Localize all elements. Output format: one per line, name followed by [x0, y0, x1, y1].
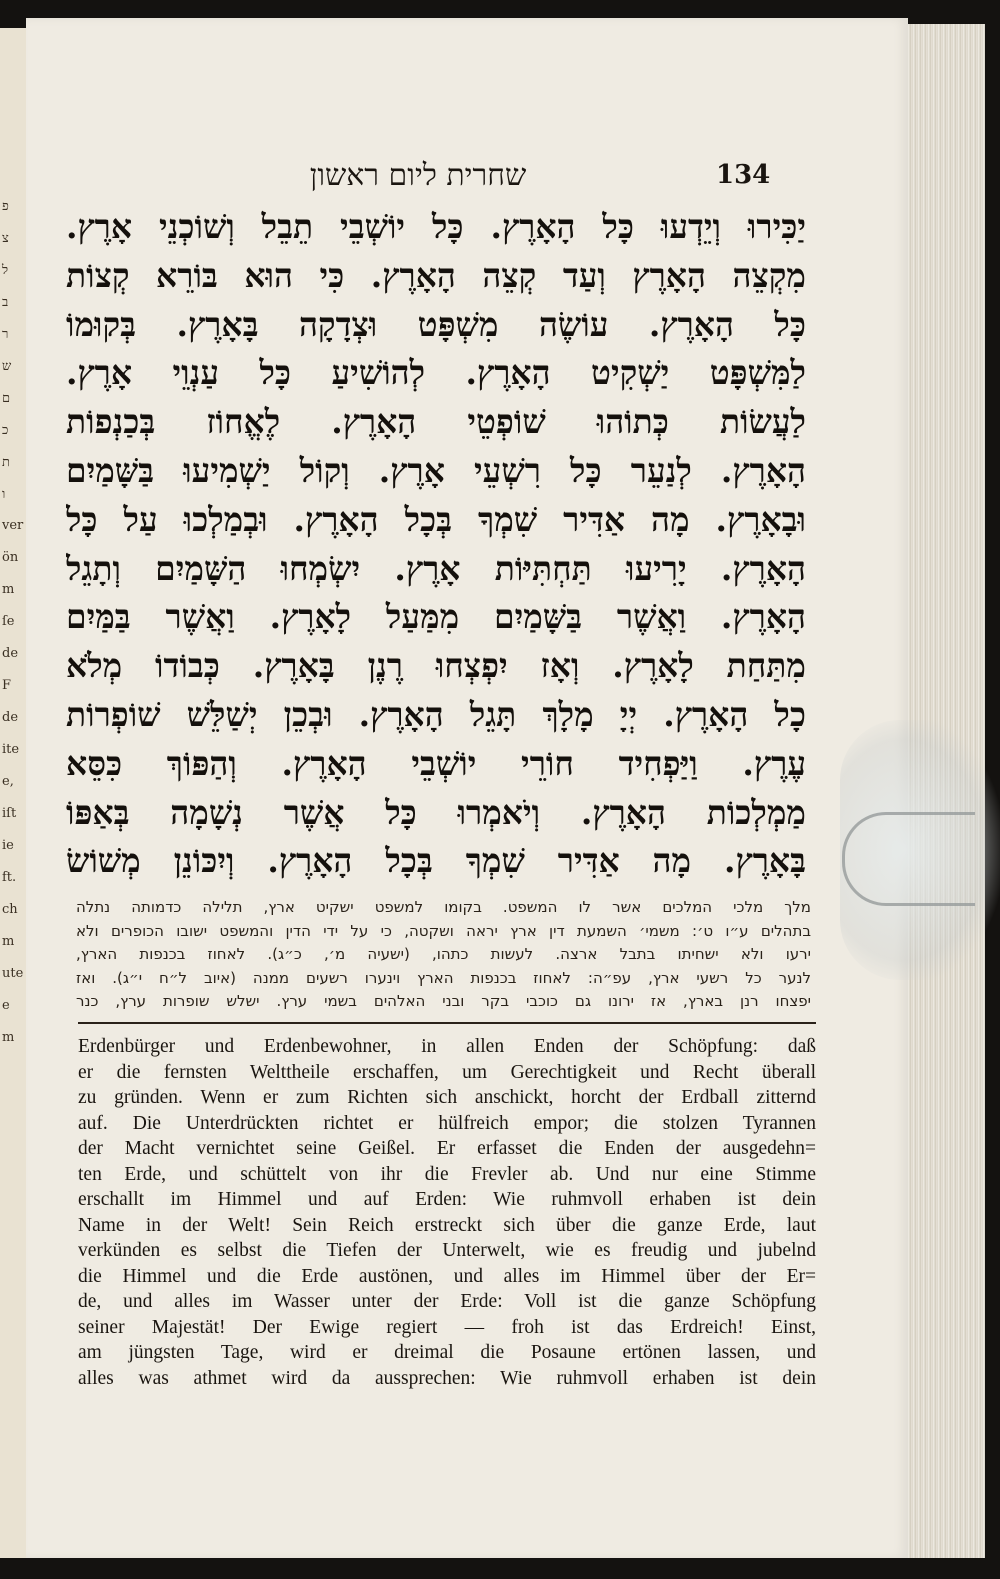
hebrew-prayer-text [66, 203, 806, 886]
previous-page-fragment: ל [2, 263, 9, 278]
hebrew-line: הָאָרֶץ. לְנַעֵר כָּל רִשְׁעֵי אָרֶץ. וְקוֹל יַשְׁמִיעוּ בַּשָּׁמַיִם [66, 450, 806, 490]
previous-page-fragment: m [2, 934, 15, 949]
commentary-line: לנער כל רשעי ארץ, עפ״ה: לאחוז בכנפות הארץ וינערו רשעים ממנה (איוב ל״ח י״ג). ואז [76, 968, 811, 987]
hebrew-line: יַכִּירוּ וְיֵדְעוּ כָּל הָאָרֶץ. כָּל יוֹשְׁבֵי תֵבֵל וְשׁוֹכְנֵי אָרֶץ. [66, 207, 806, 246]
divider-rule [78, 1022, 816, 1024]
german-line: de, und alles im Wasser unter der Erde: Voll ist die ganze Schöpfung [78, 1291, 816, 1312]
german-line: verkünden es selbst die Tiefen der Unterwelt, wie es freudig und jubelnd [78, 1240, 816, 1261]
hebrew-line: הָאָרֶץ. וַאֲשֶׁר בַּשָּׁמַיִם מִמַּעַל לָאָרֶץ. וַאֲשֶׁר בַּמַּיִם [66, 597, 806, 637]
german-line: zu gründen. Wenn er zum Richten sich anschickt, horcht der Erdball zitternd [78, 1087, 816, 1108]
previous-page-fragment: ת [2, 455, 10, 470]
previous-page-fragment: ב [2, 295, 9, 310]
german-line: er die fernsten Welttheile erschaffen, um Gerechtigkeit und Recht überall [78, 1061, 816, 1083]
previous-page-fragment: ite [2, 742, 20, 757]
commentary-line: מלך מלכי המלכים אשר לו המשפט. בקומו למשפט ישקיט ארץ, תלילה כדמותה נתלה [76, 898, 811, 916]
previous-page-fragment: ם [2, 391, 11, 406]
page-header [26, 158, 908, 198]
german-line: Name in der Welt! Sein Reich erstreckt sich über die ganze Erde, laut [78, 1214, 816, 1236]
previous-page-fragment: ר [2, 327, 9, 342]
commentary-line: ירעו ולא ישחיתו בתבל ארצה. לעשות כתהו, (ישעיה מ׳, כ״ג). לאחוז בכנפות הארץ, [76, 945, 811, 963]
german-line: die Himmel und die Erde austönen, und alles im Himmel über der Er= [78, 1265, 816, 1287]
previous-page-fragment: F [2, 678, 12, 693]
previous-page-fragment: e, [2, 774, 14, 789]
previous-page-fragment: ו [2, 487, 6, 502]
hebrew-line: כָּל הָאָרֶץ. עוֹשֶׂה מִשְׁפָּט וּצְדָקָה בָּאָרֶץ. בְּקוּמוֹ [66, 304, 806, 344]
previous-page-fragment: ש [2, 359, 12, 374]
hebrew-commentary [76, 896, 811, 1014]
hebrew-line: מִקְצֵה הָאָרֶץ וְעַד קְצֵה הָאָרֶץ. כִּי הוּא בּוֹרֵא קְצוֹת [66, 255, 806, 295]
german-line: auf. Die Unterdrückten richtet er hülfreich empor; die stolzen Tyrannen [78, 1112, 816, 1134]
german-line: am jüngsten Tage, wird er dreimal die Posaune ertönen lassen, und [78, 1342, 816, 1363]
previous-page-fragment: ie [2, 838, 14, 853]
german-line: Erdenbürger und Erdenbewohner, in allen Enden der Schöpfung: daß [78, 1036, 816, 1057]
hebrew-line: לַעֲשׂוֹת כְּתוֹהוּ שׁוֹפְטֵי הָאָרֶץ. לֶאֱחוֹז בְּכַנְפוֹת [66, 402, 806, 442]
previous-page-fragment: m [2, 582, 15, 597]
german-line: seiner Majestät! Der Ewige regiert — froh ist das Erdreich! Einst, [78, 1316, 816, 1338]
hebrew-line: הָאָרֶץ. יָרִיעוּ תַּחְתִּיּוֹת אָרֶץ. יִשְׂמְחוּ הַשָּׁמַיִם וְתָגֵל [66, 548, 806, 588]
previous-page-fragment: ver [2, 518, 24, 533]
previous-page-fragment: de [2, 710, 19, 725]
previous-page-edge [0, 28, 27, 1558]
commentary-line: יפצחו רנן בארץ, אז ירונו גם כוכבי בקר ובני האלהים בשמי ערץ. ישלש שופרות ערץ, כנר [76, 992, 811, 1010]
german-line: ten Erde, und schüttelt von ihr die Frevler ab. Und nur eine Stimme [78, 1163, 816, 1185]
previous-page-fragment: ute [2, 966, 24, 981]
previous-page-fragment: ch [2, 902, 18, 917]
commentary-line: בתהלים ע״ו ט׳: משמי׳ השמעת דין ארץ יראה ושקטה, כי על ידי הדין והמשפט ישובו הכופרים ולא [76, 921, 811, 940]
previous-page-fragment: iſt [2, 806, 17, 821]
previous-page-fragment: e [2, 998, 10, 1013]
previous-page-fragment: ön [2, 550, 19, 565]
hebrew-line: לַמִּשְׁפָּט יַשְׁקִיט הָאָרֶץ. לְהוֹשִׁיעַ כָּל עַנְוֵי אָרֶץ. [66, 353, 806, 393]
previous-page-fragment: de [2, 646, 19, 661]
page-clip-loop [842, 812, 975, 906]
hebrew-line: בָּאָרֶץ. מָה אַדִּיר שִׁמְךָ בְּכָל הָאָרֶץ. וְיִכּוֹנֵן מְשׁוֹשׂ [66, 841, 806, 881]
hebrew-line: כָל הָאָרֶץ. יְיָ מָלָךְ תָּגֵל הָאָרֶץ. וּבְכֵן יְשַׁלֵּשׁ שׁוֹפְרוֹת [66, 694, 806, 734]
german-line: alles was athmet wird da aussprechen: Wie ruhmvoll erhaben ist dein [78, 1367, 816, 1389]
previous-page-fragment: m [2, 1030, 15, 1045]
book-page [26, 18, 908, 1558]
page-number: 134 [716, 160, 771, 190]
german-translation [78, 1034, 816, 1391]
german-line: erschallt im Himmel und auf Erden: Wie ruhmvoll erhaben ist dein [78, 1189, 816, 1210]
previous-page-fragment: צ [2, 231, 9, 246]
running-head: שחרית ליום ראשון [309, 158, 527, 193]
hebrew-line: עֶרֶץ. וַיַּפְחִיד חוֹרֵי יוֹשְׁבֵי הָאָרֶץ. וְהַפּוֹךְ כִּסֵּא [66, 743, 806, 783]
hebrew-line: מִתַּחַת לָאָרֶץ. וְאָז יִפְצְחוּ רֶנֶן בָּאָרֶץ. כְּבוֹדוֹ מְלֹא [66, 646, 806, 686]
german-line: der Macht vernichtet seine Geißel. Er erfasset die Enden der ausgedehn= [78, 1138, 816, 1159]
hebrew-line: וּבָאָרֶץ. מָה אַדִּיר שִׁמְךָ בְּכָל הָאָרֶץ. וּבְמַלְכוּ עַל כָּל [66, 499, 806, 539]
previous-page-fragment: ſe [2, 614, 15, 629]
previous-page-fragment: ft. [2, 870, 17, 885]
previous-page-fragment: פ [2, 199, 9, 214]
previous-page-fragment: כ [2, 423, 9, 438]
hebrew-line: מַמְלְכוֹת הָאָרֶץ. וְיֹאמְרוּ כָּל אֲשֶׁר נְשָׁמָה בְּאַפּוֹ [66, 792, 806, 832]
